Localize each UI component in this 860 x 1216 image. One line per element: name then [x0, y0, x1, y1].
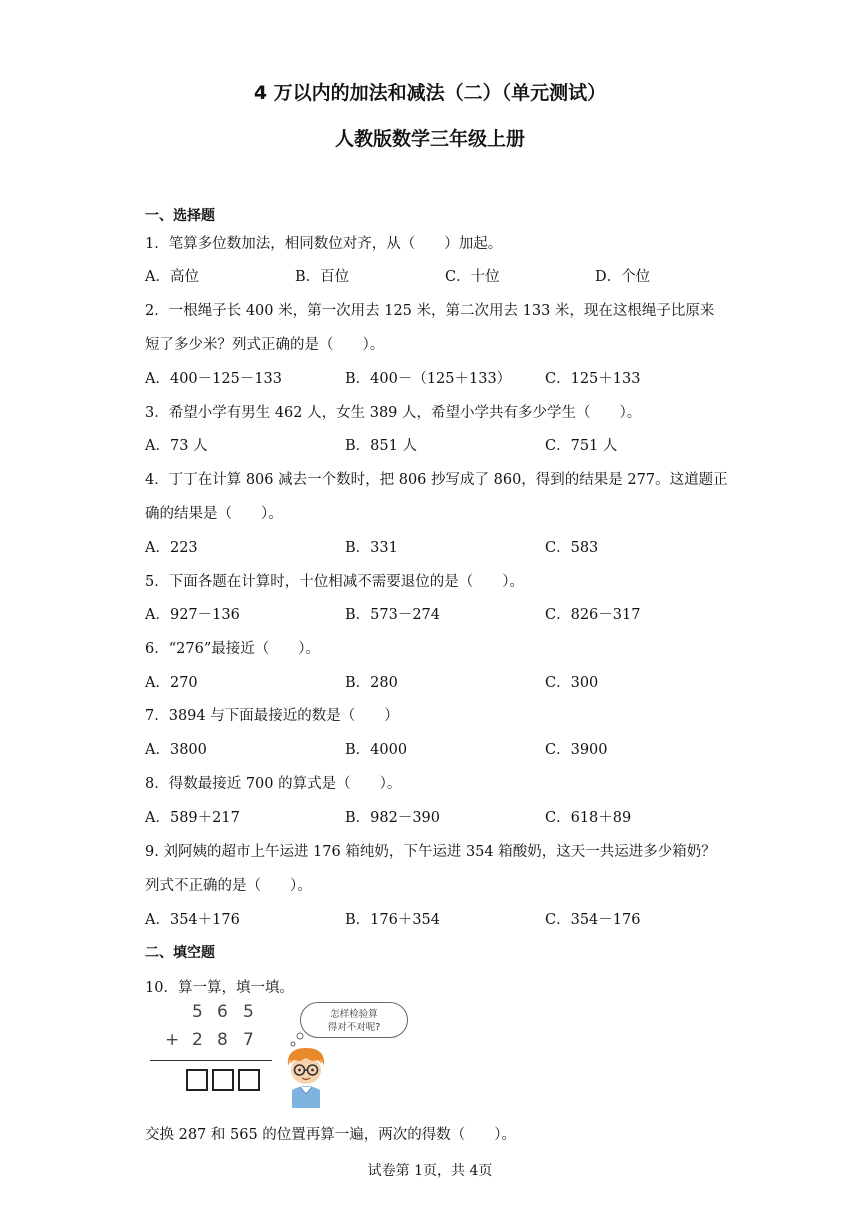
q3-option-a: A．73 人 — [145, 438, 208, 454]
question-5: 5．下面各题在计算时，十位相减不需要退位的是（ ）。 — [145, 574, 524, 590]
page-subtitle: 人教版数学三年级上册 — [334, 128, 525, 150]
top-digit-tens: 6 — [217, 1002, 228, 1022]
section-heading-fill: 二、填空题 — [145, 945, 215, 961]
answer-box-hundreds[interactable] — [186, 1069, 208, 1091]
bottom-digit-tens: 8 — [217, 1030, 228, 1050]
page-footer: 试卷第 1页，共 4页 — [367, 1163, 493, 1179]
q1-option-d: D．个位 — [595, 269, 651, 285]
q5-option-a: A．927－136 — [145, 607, 240, 623]
bubble-line-1: 怎样检验算 — [330, 1009, 378, 1020]
q6-option-a: A．270 — [145, 675, 198, 691]
top-digit-ones: 5 — [243, 1002, 254, 1022]
q7-option-c: C．3900 — [545, 742, 608, 758]
question-10-followup: 交换 287 和 565 的位置再算一遍，两次的得数（ ）。 — [145, 1127, 517, 1143]
question-3: 3．希望小学有男生 462 人，女生 389 人，希望小学共有多少学生（ ）。 — [145, 405, 642, 421]
answer-box-tens[interactable] — [212, 1069, 234, 1091]
q1-option-b: B．百位 — [295, 269, 350, 285]
q7-option-b: B．4000 — [345, 742, 408, 758]
sum-line — [150, 1060, 272, 1061]
q1-option-c: C．十位 — [445, 269, 500, 285]
q5-option-b: B．573－274 — [345, 607, 441, 623]
bottom-digit-hundreds: 2 — [192, 1030, 203, 1050]
section-heading-choice: 一、选择题 — [145, 208, 215, 224]
q8-option-a: A．589＋217 — [145, 810, 240, 826]
q4-option-c: C．583 — [545, 540, 599, 556]
top-digit-hundreds: 5 — [192, 1002, 203, 1022]
question-7: 7．3894 与下面最接近的数是（ ） — [145, 708, 399, 724]
question-8: 8．得数最接近 700 的算式是（ ）。 — [145, 776, 402, 792]
question-1: 1．笔算多位数加法，相同数位对齐，从（ ）加起。 — [145, 236, 503, 252]
question-4-line-1: 4．丁丁在计算 806 减去一个数时，把 806 抄写成了 860，得到的结果是 277。这道题正 — [145, 472, 728, 488]
q8-option-b: B．982－390 — [345, 810, 441, 826]
q2-option-b: B．400－（125＋133） — [345, 371, 512, 387]
question-4-line-2: 确的结果是（ ）。 — [145, 506, 283, 522]
q5-option-c: C．826－317 — [545, 607, 641, 623]
bubble-line-2: 得对不对呢? — [327, 1022, 381, 1033]
q3-option-c: C．751 人 — [545, 438, 618, 454]
q4-option-a: A．223 — [145, 540, 198, 556]
question-2-line-2: 短了多少米？列式正确的是（ ）。 — [145, 337, 385, 353]
q6-option-c: C．300 — [545, 675, 599, 691]
question-9-line-1: 9. 刘阿姨的超市上午运进 176 箱纯奶，下午运进 354 箱酸奶，这天一共运进多少箱奶？ — [145, 844, 716, 860]
question-10: 10．算一算，填一填。 — [145, 980, 294, 996]
q8-option-c: C．618＋89 — [545, 810, 632, 826]
boy-with-glasses-icon — [282, 1044, 330, 1108]
page-title: 4 万以内的加法和减法（二）（单元测试） — [253, 82, 607, 104]
q6-option-b: B．280 — [345, 675, 398, 691]
question-9-line-2: 列式不正确的是（ ）。 — [145, 878, 312, 894]
q4-option-b: B．331 — [345, 540, 398, 556]
q2-option-a: A．400－125－133 — [145, 371, 282, 387]
answer-box-ones[interactable] — [238, 1069, 260, 1091]
speech-bubble — [300, 1002, 408, 1038]
q2-option-c: C．125＋133 — [545, 371, 641, 387]
question-2-line-1: 2．一根绳子长 400 米，第一次用去 125 米，第二次用去 133 米，现在这根绳子比原来 — [145, 303, 715, 319]
q1-option-a: A．高位 — [145, 269, 199, 285]
q9-option-c: C．354－176 — [545, 912, 641, 928]
q9-option-b: B．176＋354 — [345, 912, 441, 928]
question-6: 6．“276”最接近（ ）。 — [145, 641, 320, 657]
bottom-digit-ones: 7 — [243, 1030, 254, 1050]
q3-option-b: B．851 人 — [345, 438, 417, 454]
q7-option-a: A．3800 — [145, 742, 207, 758]
q9-option-a: A．354＋176 — [145, 912, 240, 928]
plus-sign: + — [165, 1030, 180, 1050]
